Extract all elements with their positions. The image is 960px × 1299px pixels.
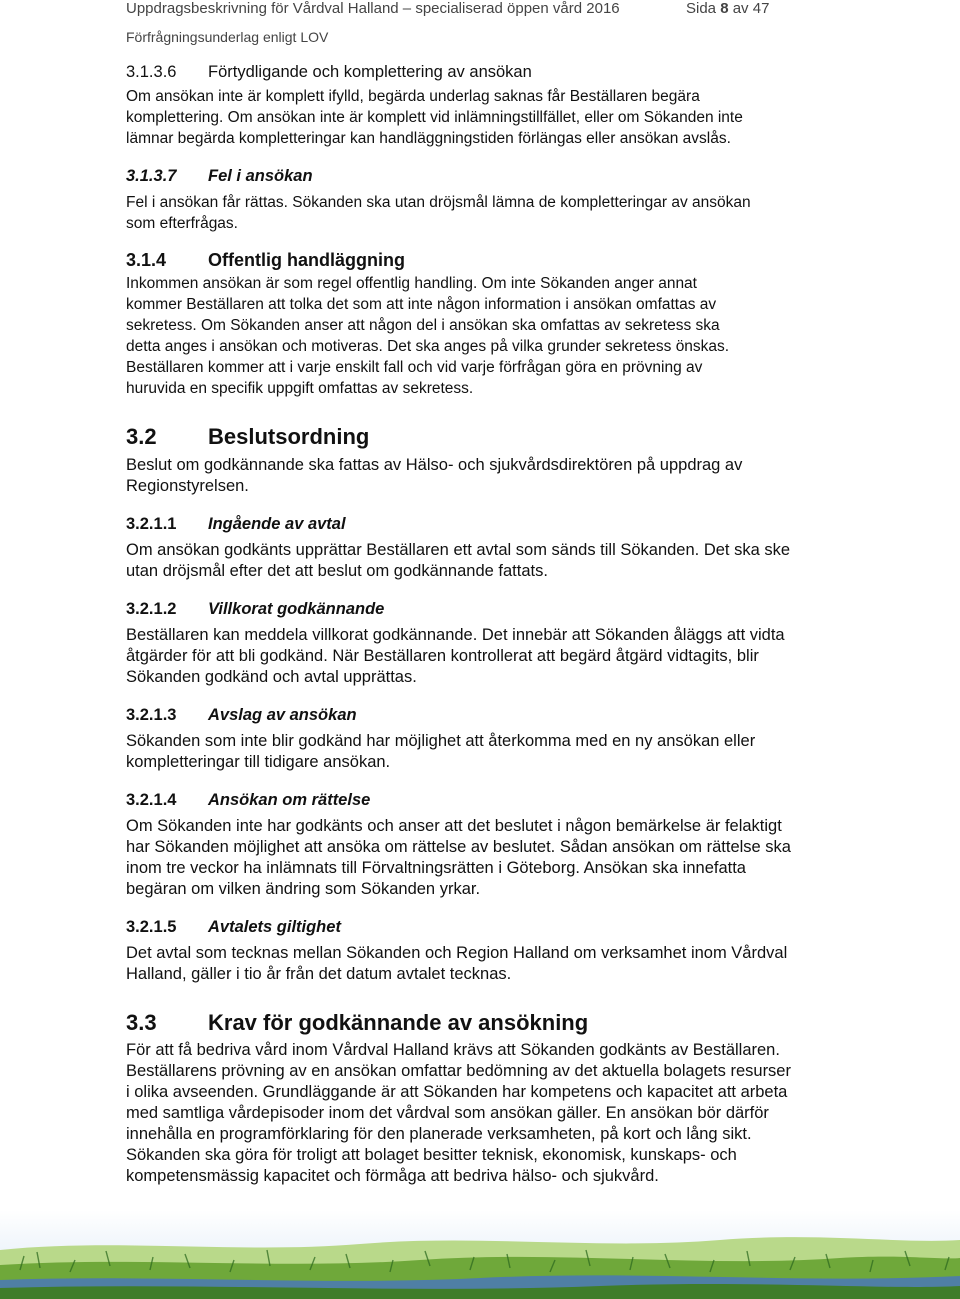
paragraph-line: Beställaren kan meddela villkorat godkännande. Det innebär att Sökanden åläggs att vidta [126,626,785,644]
section-heading [126,424,846,450]
paragraph-line: Sökanden ska göra för troligt att bolaget besitter teknisk, ekonomisk, kunskaps- och [126,1146,737,1164]
paragraph-line: För att få bedriva vård inom Vårdval Halland krävs att Sökanden godkänts av Beställaren. [126,1041,780,1059]
paragraph-line: Beslut om godkännande ska fattas av Hälso- och sjukvårdsdirektören på uppdrag av [126,456,743,474]
section-heading [126,917,846,937]
section-3-3 [126,1010,846,1187]
section-title: Offentlig handläggning [208,250,405,270]
paragraph-line: detta anges i ansökan och motiveras. Det ska anges på vilka grunder sekretess önskas. [126,338,730,355]
paragraph-line: Om Sökanden inte har godkänts och anser att det beslutet i någon bemärkelse är felaktigt [126,817,782,835]
section-3-2 [126,424,846,497]
section-3-2-1-2 [126,599,846,688]
section-title: Ingående av avtal [208,515,346,533]
paragraph-line: åtgärder för att bli godkänd. När Beställaren kontrollerat att begärd åtgärd vidtagits, blir [126,647,759,665]
section-title: Beslutsordning [208,424,370,449]
section-3-1-3-6 [126,62,846,149]
section-heading [126,166,846,186]
paragraph-line: kompletteringar till tidigare ansökan. [126,753,391,771]
page-number: 8 [720,0,729,17]
paragraph-line: Regionstyrelsen. [126,477,249,495]
paragraph-line: Om ansökan godkänts upprättar Beställaren ett avtal som sänds till Sökanden. Det ska ske [126,541,791,559]
section-title: Förtydligande och komplettering av ansökan [208,63,532,81]
paragraph-line: Sökanden godkänd och avtal upprättas. [126,668,417,686]
section-3-2-1-3 [126,705,846,773]
section-title: Ansökan om rättelse [208,791,371,809]
paragraph-line: komplettering. Om ansökan inte är komplett vid inlämningstillfället, eller om Sökanden inte [126,109,743,126]
section-3-2-1-4 [126,790,846,900]
document-title: Uppdragsbeskrivning för Vårdval Halland – specialiserad öppen vård 2016 [126,0,620,17]
section-number: 3.2.1.1 [126,515,177,533]
section-number: 3.3 [126,1010,157,1035]
section-3-2-1-5 [126,917,846,985]
paragraph-line: kompetensmässig kapacitet och förmåga att bedriva hälso- och sjukvård. [126,1167,659,1185]
paragraph-line: Fel i ansökan får rättas. Sökanden ska utan dröjsmål lämna de kompletteringar av ansökan [126,194,751,211]
section-title: Avtalets giltighet [208,918,341,936]
section-heading [126,599,846,619]
section-number: 3.1.3.6 [126,63,177,81]
section-3-1-3-7 [126,166,846,234]
section-3-2-1-1 [126,514,846,582]
paragraph-line: inom tre veckor ha inlämnats till Förvaltningsrätten i Göteborg. Ansökan ska innefatta [126,859,746,877]
section-number: 3.2.1.5 [126,918,177,936]
paragraph-line: som efterfrågas. [126,215,238,232]
paragraph-line: har Sökanden möjlighet att ansöka om rättelse av beslutet. Sådan ansökan om rättelse ska [126,838,791,856]
paragraph-line: huruvida en specifik uppgift omfattas av sekretess. [126,380,474,397]
section-number: 3.2.1.4 [126,791,177,809]
paragraph-line: lämnar begärda kompletteringar kan handläggningstiden förlängas eller ansökan avslås. [126,130,731,147]
paragraph-line: Det avtal som tecknas mellan Sökanden och Region Halland om verksamhet inom Vårdval [126,944,788,962]
document-body [126,60,846,1187]
section-heading [126,790,846,810]
section-heading [126,1010,846,1036]
paragraph-line: Halland, gäller i tio år från det datum avtalet tecknas. [126,965,512,983]
section-number: 3.2.1.3 [126,706,177,724]
paragraph-line: i olika avseenden. Grundläggande är att Sökanden har kompetens och kapacitet att arbeta [126,1083,788,1101]
paragraph-line: utan dröjsmål efter det att beslut om godkännande fattats. [126,562,548,580]
paragraph-line: Beställaren kommer att i varje enskilt fall och vid varje förfrågan göra en prövning av [126,359,703,376]
section-heading [126,62,846,82]
section-3-1-4 [126,250,846,399]
paragraph-line: Sökanden som inte blir godkänd har möjlighet att återkomma med en ny ansökan eller [126,732,756,750]
paragraph-line: Beställarens prövning av en ansökan omfattar bedömning av det aktuella bolagets resurser [126,1062,791,1080]
paragraph-line: begäran om vilken ändring som Sökanden yrkar. [126,880,481,898]
section-title: Villkorat godkännande [208,600,385,618]
paragraph-line: Om ansökan inte är komplett ifylld, begärda underlag saknas får Beställaren begära [126,88,700,105]
page-prefix: Sida [686,0,717,17]
grass-footer-decoration [0,1210,960,1299]
document-subtitle: Förfrågningsunderlag enligt LOV [126,29,329,45]
section-number: 3.1.3.7 [126,167,177,185]
paragraph-line: sekretess. Om Sökanden anser att någon del i ansökan ska omfattas av sekretess ska [126,317,720,334]
paragraph-line: Inkommen ansökan är som regel offentlig handling. Om inte Sökanden anger annat [126,275,697,292]
page-total: av 47 [732,0,770,17]
section-title: Avslag av ansökan [208,706,357,724]
paragraph-line: med samtliga vårdepisoder inom det vårdval som ansökan gäller. En ansökan bör därför [126,1104,769,1122]
section-heading [126,705,846,725]
section-number: 3.1.4 [126,250,167,270]
paragraph-line: kommer Beställaren att tolka det som att inte någon information i ansökan omfattas av [126,296,717,313]
page-indicator [686,0,769,18]
section-title: Fel i ansökan [208,167,313,185]
section-title: Krav för godkännande av ansökning [208,1010,589,1035]
section-number: 3.2.1.2 [126,600,177,618]
section-number: 3.2 [126,424,157,449]
section-heading [126,250,846,270]
section-heading [126,514,846,534]
paragraph-line: innehålla en programförklaring för den planerade verksamheten, på kort och lång sikt. [126,1125,752,1143]
